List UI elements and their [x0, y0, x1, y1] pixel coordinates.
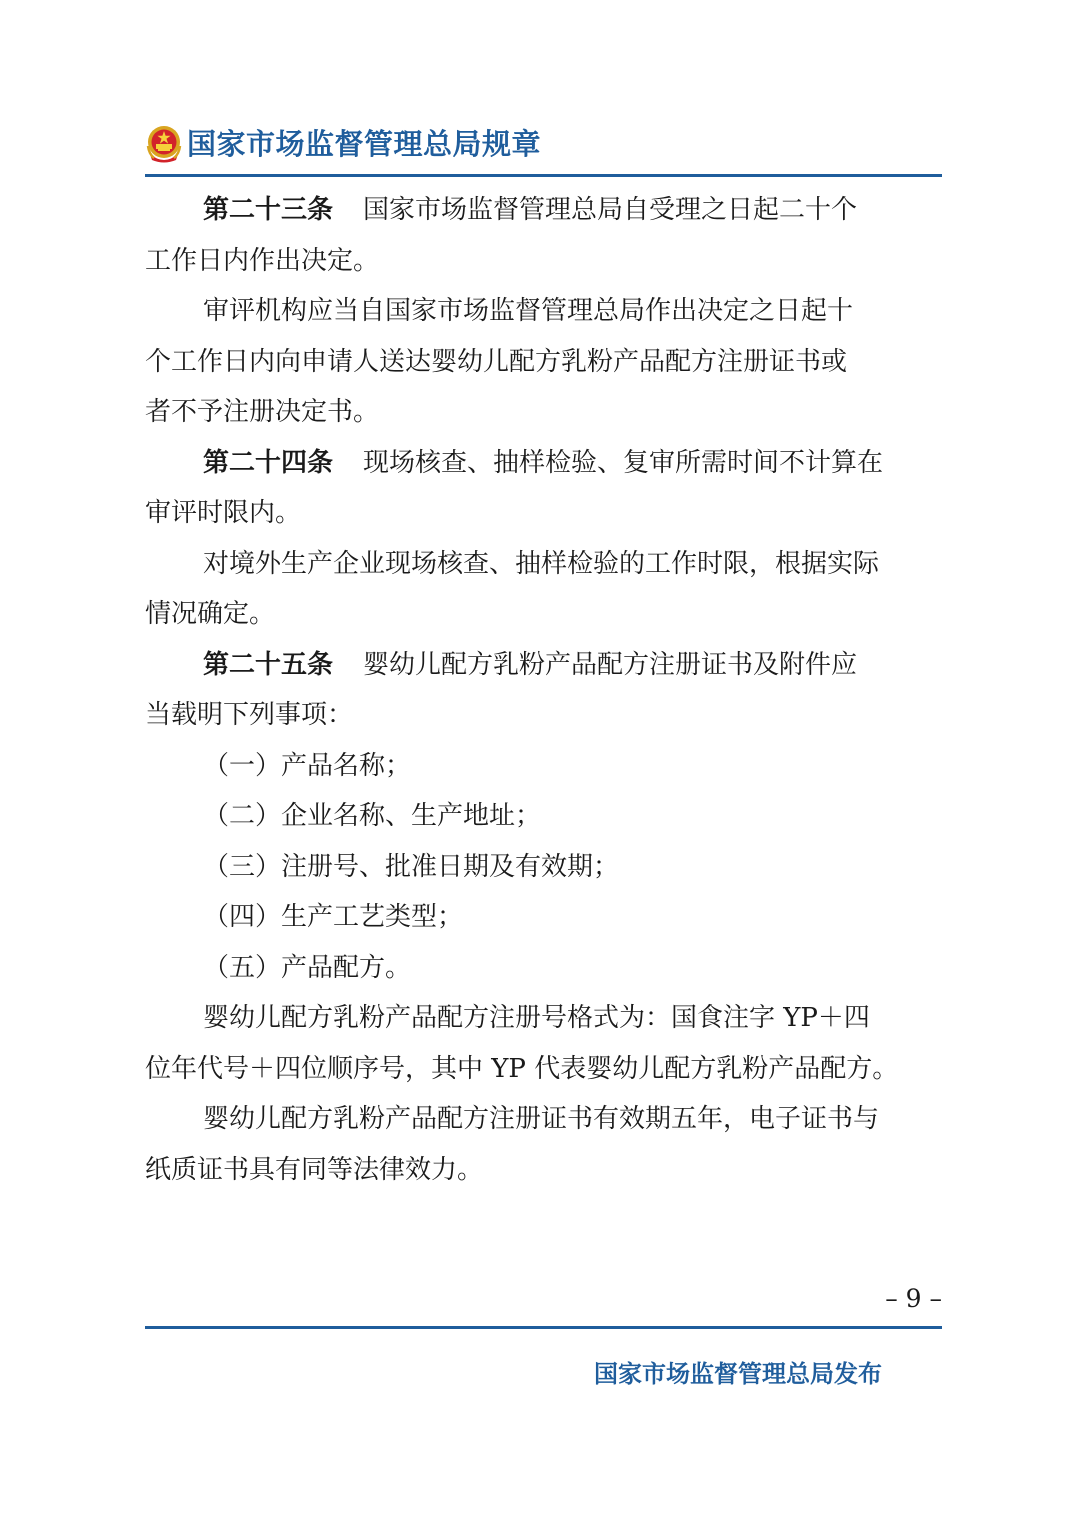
list-item: （二）企业名称、生产地址；: [203, 801, 542, 831]
list-item: （五）产品配方。: [203, 952, 412, 983]
page-header: [145, 118, 942, 180]
article-25-label: 第二十五条: [203, 649, 334, 680]
validity-paragraph-line-2: 纸质证书具有同等法律效力。: [145, 1154, 484, 1185]
article-23-line-1: [145, 185, 942, 236]
national-emblem-icon: [145, 124, 183, 164]
article-23-label: 第二十三条: [203, 195, 334, 225]
footer-publisher: 国家市场监督管理总局发布: [594, 1360, 882, 1388]
list-item: （四）生产工艺类型；: [203, 902, 464, 932]
article-24-line-1: [145, 438, 942, 489]
article-25-line-2: 当载明下列事项：: [145, 700, 354, 730]
article-25-text-1: 婴幼儿配方乳粉产品配方注册证书及附件应: [363, 649, 858, 680]
article-24-label: 第二十四条: [203, 447, 334, 478]
header-title: 国家市场监督管理总局规章: [187, 127, 542, 161]
footer-divider: [145, 1326, 942, 1329]
article-23-text-1: 国家市场监督管理总局自受理之日起二十个: [363, 195, 858, 225]
overseas-paragraph-line-2: 情况确定。: [145, 599, 276, 629]
format-paragraph-line-1: 婴幼儿配方乳粉产品配方注册号格式为：国食注字 YP＋四: [203, 1003, 870, 1033]
article-25-line-1: [145, 640, 942, 691]
header-divider: [145, 174, 942, 177]
article-24-line-2: 审评时限内。: [145, 498, 302, 528]
validity-paragraph-line-1: 婴幼儿配方乳粉产品配方注册证书有效期五年，电子证书与: [203, 1104, 880, 1134]
review-paragraph-line-3: 者不予注册决定书。: [145, 397, 380, 427]
page-number: – 9 –: [885, 1284, 942, 1313]
list-item: （三）注册号、批准日期及有效期；: [203, 851, 620, 882]
article-23-line-2: 工作日内作出决定。: [145, 245, 380, 276]
article-24-text-1: 现场核查、抽样检验、复审所需时间不计算在: [363, 447, 884, 478]
review-paragraph-line-2: 个工作日内向申请人送达婴幼儿配方乳粉产品配方注册证书或: [145, 346, 848, 377]
review-paragraph-line-1: 审评机构应当自国家市场监督管理总局作出决定之日起十: [203, 296, 854, 326]
list-item: （一）产品名称；: [203, 750, 412, 781]
document-body: [145, 185, 942, 1195]
format-paragraph-line-2: 位年代号＋四位顺序号，其中 YP 代表婴幼儿配方乳粉产品配方。: [145, 1053, 899, 1084]
overseas-paragraph-line-1: 对境外生产企业现场核查、抽样检验的工作时限，根据实际: [203, 548, 880, 579]
